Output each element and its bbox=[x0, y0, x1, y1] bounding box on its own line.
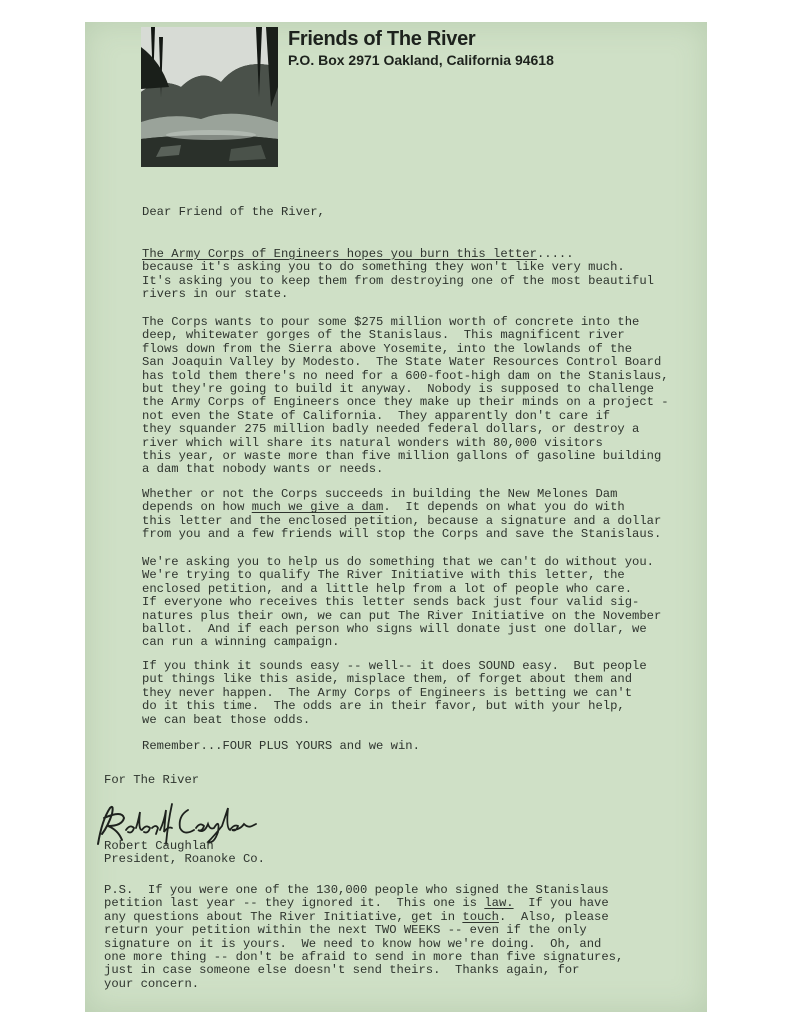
text-line: P.S. If you were one of the 130,000 people who signed the Stanislaus bbox=[104, 883, 609, 897]
text-line: deep, whitewater gorges of the Stanislaus. This magnificent river bbox=[142, 328, 625, 343]
text-line: your concern. bbox=[104, 976, 200, 991]
text-line: depends on how bbox=[142, 500, 252, 515]
text-line: . It depends on what you do with bbox=[383, 500, 625, 515]
text-line: If you think it sounds easy -- well-- it does SOUND easy. But people bbox=[142, 659, 647, 673]
text-line: petition last year -- they ignored it. This one is bbox=[104, 896, 485, 911]
text-line: a dam that nobody wants or needs. bbox=[142, 462, 384, 477]
text-line: from you and a few friends will stop the Corps and save the Stanislaus. bbox=[142, 527, 662, 542]
text-line: has told them there's no need for a 600-foot-high dam on the Stanislaus, bbox=[142, 368, 669, 383]
remember-line: Remember...FOUR PLUS YOURS and we win. bbox=[142, 739, 420, 753]
text-line: do it this time. The odds are in their favor, but with your help, bbox=[142, 699, 625, 714]
text-line: rivers in our state. bbox=[142, 287, 289, 302]
paragraph-5 bbox=[142, 660, 647, 727]
underlined-phrase: much we give a dam bbox=[251, 500, 384, 515]
postscript bbox=[104, 884, 623, 991]
org-address: P.O. Box 2971 Oakland, California 94618 bbox=[288, 52, 554, 68]
text-line: We're trying to qualify The River Initiative with this letter, the bbox=[142, 568, 625, 583]
headline: The Army Corps of Engineers hopes you burn this letter bbox=[142, 247, 537, 261]
underlined-word: law. bbox=[484, 896, 514, 911]
paragraph-3 bbox=[142, 488, 661, 542]
river-photo bbox=[141, 27, 278, 167]
text-line: return your petition within the next TWO WEEKS -- even if the only bbox=[104, 923, 587, 938]
text-line: If everyone who receives this letter sends back just four valid sig- bbox=[142, 595, 640, 610]
text-line: San Joaquin Valley by Modesto. The State Water Resources Control Board bbox=[142, 355, 662, 370]
text-line: Whether or not the Corps succeeds in building the New Melones Dam bbox=[142, 487, 618, 501]
text-line: If you have bbox=[513, 896, 609, 911]
signer-name: Robert Caughlan bbox=[104, 839, 214, 853]
paragraph-2 bbox=[142, 316, 669, 477]
text-line: they never happen. The Army Corps of Engineers is betting we can't bbox=[142, 685, 633, 700]
headline-tail: ..... bbox=[536, 247, 574, 261]
signer-block bbox=[104, 840, 265, 867]
text-line: because it's asking you to do something they won't like very much. bbox=[142, 260, 625, 275]
text-line: enclosed petition, and a little help from a lot of people who care. bbox=[142, 581, 633, 596]
text-line: We're asking you to help us do something that we can't do without you. bbox=[142, 555, 654, 569]
text-line: signature on it is yours. We need to know how we're doing. Oh, and bbox=[104, 936, 602, 951]
text-line: but they're going to build it anyway. Nobody is supposed to challenge bbox=[142, 382, 654, 397]
org-name: Friends of The River bbox=[288, 28, 476, 50]
text-line: The Corps wants to pour some $275 million worth of concrete into the bbox=[142, 315, 640, 329]
underlined-word: touch bbox=[462, 909, 499, 924]
text-line: this letter and the enclosed petition, because a signature and a dollar bbox=[142, 513, 662, 528]
text-line: one more thing -- don't be afraid to send in more than five signatures, bbox=[104, 950, 624, 965]
text-line: this year, or waste more than five million gallons of gasoline building bbox=[142, 449, 662, 464]
text-line: just in case someone else doesn't send theirs. Thanks again, for bbox=[104, 963, 580, 978]
text-line: they squander 275 million badly needed federal dollars, or destroy a bbox=[142, 422, 640, 437]
paragraph-4 bbox=[142, 556, 661, 650]
text-line: . Also, please bbox=[498, 909, 609, 924]
text-line: any questions about The River Initiative, get in bbox=[104, 909, 463, 924]
text-line: put things like this aside, misplace them, of forget about them and bbox=[142, 672, 633, 687]
text-line: river which will share its natural wonders with 80,000 visitors bbox=[142, 435, 603, 450]
closing: For The River bbox=[104, 773, 200, 787]
text-line: we can beat those odds. bbox=[142, 712, 311, 727]
paragraph-1 bbox=[142, 248, 654, 302]
text-line: not even the State of California. They apparently don't care if bbox=[142, 408, 611, 423]
signer-title: President, Roanoke Co. bbox=[104, 852, 265, 867]
text-line: the Army Corps of Engineers once they make up their minds on a project - bbox=[142, 395, 669, 410]
text-line: It's asking you to keep them from destroying one of the most beautiful bbox=[142, 273, 654, 288]
text-line: can run a winning campaign. bbox=[142, 635, 340, 650]
text-line: flows down from the Sierra above Yosemite, into the lowlands of the bbox=[142, 341, 633, 356]
text-line: natures plus their own, we can put The River Initiative on the November bbox=[142, 608, 662, 623]
text-line: ballot. And if each person who signs will donate just one dollar, we bbox=[142, 622, 647, 637]
salutation: Dear Friend of the River, bbox=[142, 205, 325, 219]
